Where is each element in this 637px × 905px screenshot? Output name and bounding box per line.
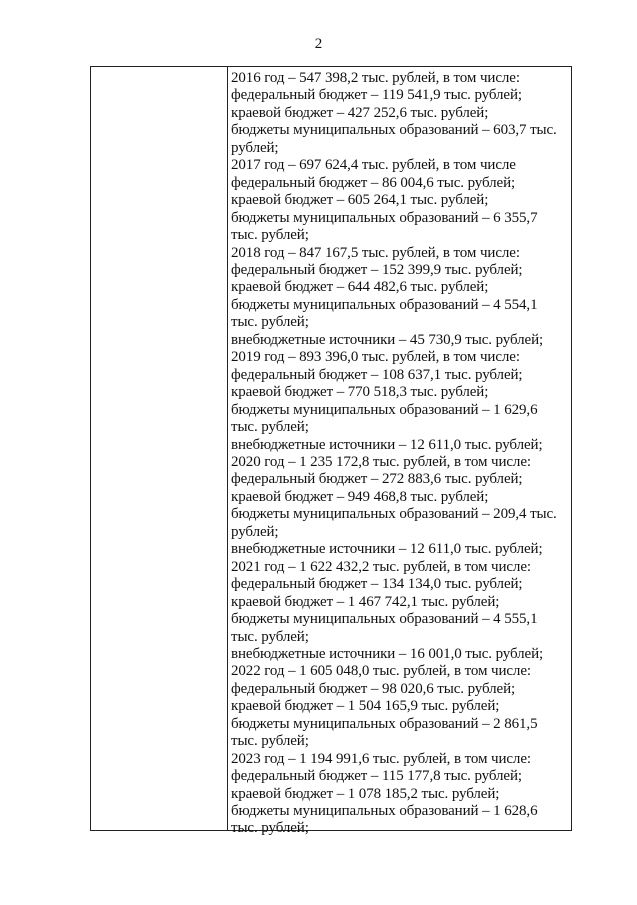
text-line: рублей; xyxy=(231,523,279,540)
text-line: краевой бюджет – 427 252,6 тыс. рублей; xyxy=(231,104,489,121)
text-line: тыс. рублей; xyxy=(231,419,309,436)
text-line: бюджеты муниципальных образований – 6 355,7 xyxy=(231,209,538,226)
text-line: внебюджетные источники – 16 001,0 тыс. рублей; xyxy=(231,645,544,662)
text-line: бюджеты муниципальных образований – 603,7 тыс. xyxy=(231,122,557,139)
text-line: бюджеты муниципальных образований – 1 628,6 xyxy=(231,803,538,820)
text-line: внебюджетные источники – 12 611,0 тыс. рублей; xyxy=(231,436,543,453)
text-line: внебюджетные источники – 45 730,9 тыс. рублей; xyxy=(231,331,544,348)
text-line: тыс. рублей; xyxy=(231,227,309,244)
text-line: краевой бюджет – 1 504 165,9 тыс. рублей; xyxy=(231,698,500,715)
text-line: 2019 год – 893 396,0 тыс. рублей, в том числе: xyxy=(231,349,520,366)
text-line: федеральный бюджет – 86 004,6 тыс. рублей; xyxy=(231,174,516,191)
text-line: краевой бюджет – 605 264,1 тыс. рублей; xyxy=(231,192,489,209)
text-line: внебюджетные источники – 12 611,0 тыс. рублей; xyxy=(231,541,543,558)
text-line: 2021 год – 1 622 432,2 тыс. рублей, в том числе: xyxy=(231,558,531,575)
text-line: тыс. рублей; xyxy=(231,628,309,645)
text-line: бюджеты муниципальных образований – 4 555,1 xyxy=(231,611,538,628)
text-line: 2020 год – 1 235 172,8 тыс. рублей, в том числе: xyxy=(231,453,531,470)
text-line: бюджеты муниципальных образований – 1 629,6 xyxy=(231,401,538,418)
text-line: тыс. рублей; xyxy=(231,314,309,331)
text-line: 2023 год – 1 194 991,6 тыс. рублей, в том числе: xyxy=(231,750,531,767)
text-line: краевой бюджет – 949 468,8 тыс. рублей; xyxy=(231,488,489,505)
text-line: федеральный бюджет – 115 177,8 тыс. рублей; xyxy=(231,768,522,785)
text-line: федеральный бюджет – 152 399,9 тыс. рублей; xyxy=(231,261,523,278)
text-line: федеральный бюджет – 119 541,9 тыс. рублей; xyxy=(231,87,522,104)
budget-table xyxy=(90,66,572,837)
table-content-cell xyxy=(228,67,571,837)
text-line: 2018 год – 847 167,5 тыс. рублей, в том числе: xyxy=(231,244,520,261)
text-line: федеральный бюджет – 98 020,6 тыс. рублей; xyxy=(231,680,516,697)
text-line: краевой бюджет – 644 482,6 тыс. рублей; xyxy=(231,279,489,296)
text-line: федеральный бюджет – 108 637,1 тыс. рублей; xyxy=(231,366,523,383)
text-line: краевой бюджет – 1 467 742,1 тыс. рублей; xyxy=(231,593,500,610)
table-label-cell xyxy=(91,67,228,830)
text-line: федеральный бюджет – 272 883,6 тыс. рублей; xyxy=(231,471,523,488)
text-line: тыс. рублей; xyxy=(231,820,309,837)
text-line: краевой бюджет – 1 078 185,2 тыс. рублей; xyxy=(231,785,500,802)
text-line: 2016 год – 547 398,2 тыс. рублей, в том числе: xyxy=(231,70,520,86)
text-line: краевой бюджет – 770 518,3 тыс. рублей; xyxy=(231,384,489,401)
page-number: 2 xyxy=(314,36,323,52)
text-line: рублей; xyxy=(231,139,279,156)
text-line: тыс. рублей; xyxy=(231,733,309,750)
text-line: 2022 год – 1 605 048,0 тыс. рублей, в том числе: xyxy=(231,663,531,680)
text-line: бюджеты муниципальных образований – 2 861,5 xyxy=(231,715,538,732)
text-line: бюджеты муниципальных образований – 209,4 тыс. xyxy=(231,506,557,523)
text-line: 2017 год – 697 624,4 тыс. рублей, в том числе xyxy=(231,157,516,174)
text-line: бюджеты муниципальных образований – 4 554,1 xyxy=(231,296,538,313)
text-line: федеральный бюджет – 134 134,0 тыс. рублей; xyxy=(231,576,523,593)
